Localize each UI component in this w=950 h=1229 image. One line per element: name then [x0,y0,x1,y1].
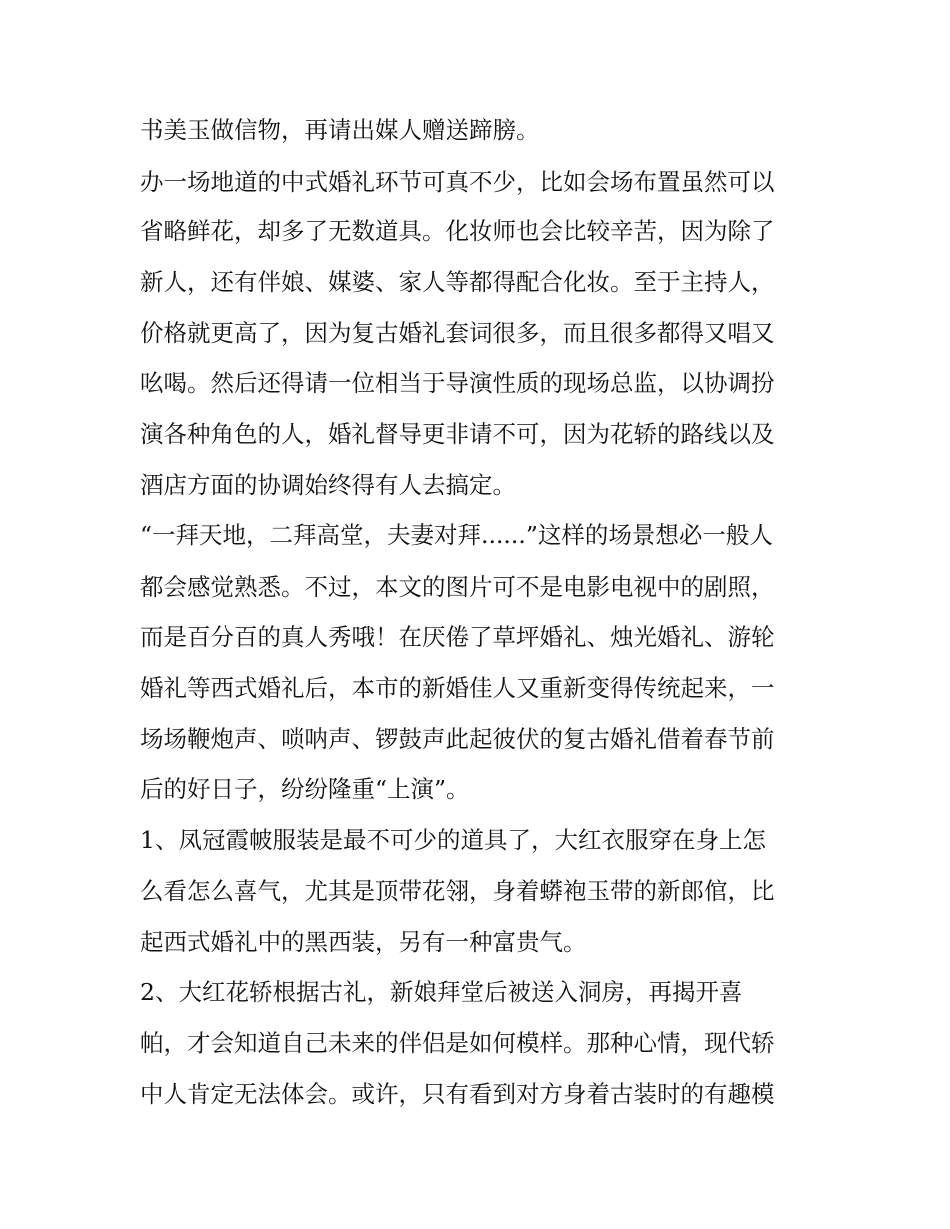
text-line: 办一场地道的中式婚礼环节可真不少，比如会场布置虽然可以 [140,168,775,196]
text-line: 省略鲜花，却多了无数道具。化妆师也会比较辛苦，因为除了 [140,217,775,245]
text-line: 场场鞭炮声、唢呐声、锣鼓声此起彼伏的复古婚礼借着春节前 [140,725,775,753]
text-line: 后的好日子，纷纷隆重“上演”。 [140,775,470,803]
text-line: 吆喝。然后还得请一位相当于导演性质的现场总监，以协调扮 [140,369,775,397]
text-line: 都会感觉熟悉。不过，本文的图片可不是电影电视中的剧照， [140,573,775,601]
text-line: 2、大红花轿根据古礼，新娘拜堂后被送入洞房，再揭开喜 [140,978,743,1006]
text-line: 帕，才会知道自己未来的伴侣是如何模样。那种心情，现代轿 [140,1029,775,1057]
text-line: 酒店方面的协调始终得有人去搞定。 [140,471,516,499]
text-line: 新人，还有伴娘、媒婆、家人等都得配合化妆。至于主持人， [140,268,775,296]
text-line: 婚礼等西式婚礼后，本市的新婚佳人又重新变得传统起来，一 [140,674,775,702]
text-line: 1、凤冠霞帔服装是最不可少的道具了，大红衣服穿在身上怎 [140,826,766,854]
text-line: 中人肯定无法体会。或许，只有看到对方身着古装时的有趣模 [140,1080,775,1108]
text-line: 价格就更高了，因为复古婚礼套词很多，而且很多都得又唱又 [140,319,775,347]
text-line: 演各种角色的人，婚礼督导更非请不可，因为花轿的路线以及 [140,420,775,448]
text-line: “一拜天地，二拜高堂，夫妻对拜......”这样的场景想必一般人 [140,521,773,549]
text-line: 而是百分百的真人秀哦！在厌倦了草坪婚礼、烛光婚礼、游轮 [140,623,775,651]
text-line: 么看怎么喜气，尤其是顶带花翎，身着蟒袍玉带的新郎倌，比 [140,877,775,905]
text-line: 起西式婚礼中的黑西装，另有一种富贵气。 [140,928,587,956]
text-line: 书美玉做信物，再请出媒人赠送蹄膀。 [140,116,540,144]
